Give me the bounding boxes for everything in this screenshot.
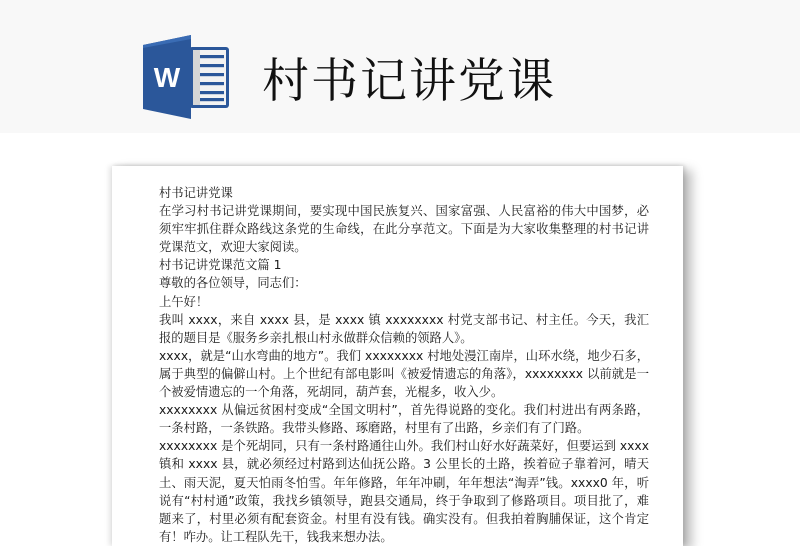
doc-intro-paragraph: 在学习村书记讲党课期间，要实现中国民族复兴、国家富强、人民富裕的伟大中国梦，必须牢牢抓住群众路线这条党的生命线，在此分享范文。下面是为大家收集整理的村书记讲党课范文，欢迎大家阅读。 [159, 204, 649, 255]
microsoft-word-icon [143, 35, 231, 119]
doc-salutation: 尊敬的各位领导，同志们： [159, 276, 307, 291]
doc-paragraph: 我叫 xxxx，来自 xxxx 县，是 xxxx 镇 xxxxxxxx 村党支部书记、村主任。今天，我汇报的题目是《服务乡亲扎根山村永做群众信赖的领路人》。 [159, 312, 649, 345]
doc-section-title: 村书记讲党课范文篇 1 [159, 258, 282, 273]
svg-text:W: W [153, 62, 181, 93]
doc-greeting: 上午好！ [159, 294, 209, 309]
doc-heading: 村书记讲党课 [159, 186, 233, 200]
doc-paragraph: xxxxxxxx 是个死胡同，只有一条村路通往山外。我们村山好水好蔬菜好，但要运到 xxxx 镇和 xxxx 县，就必须经过村路到达仙抚公路。3 公里长的土路，挨着砬子靠着河，晴天土、雨天泥，夏天怕雨冬怕雪。年年修路，年年冲刷，年年想法“淘弄”钱。xxxx0 年，听说有“村村通”政策，我找乡镇领导，跑县交通局，终于争取到了修路项目。项目批了，难题来了，村里必须有配套资金。村里有没有钱。确实没有。但我拍着胸脯保证，这个肯定有！咋办。让工程队先干，钱我来想办法。 [159, 439, 649, 544]
document-body [159, 184, 649, 546]
doc-paragraph: xxxxxxxx 从偏远贫困村变成“全国文明村”，首先得说路的变化。我们村进出有两条路，一条村路，一条铁路。我带头修路、琢磨路，村里有了出路，乡亲们有了门路。 [159, 403, 649, 436]
doc-paragraph: xxxx，就是“山水弯曲的地方”。我们 xxxxxxxx 村地处漫江南岸，山环水绕，地少石多，属于典型的偏僻山村。上个世纪有部电影叫《被爱情遗忘的角落》，xxxxxxxx 以前就是一个被爱情遗忘的一个角落，死胡同，葫芦套，光棍多，收入少。 [159, 348, 649, 400]
document-title: 村书记讲党课 [262, 54, 556, 109]
document-page [112, 166, 683, 546]
